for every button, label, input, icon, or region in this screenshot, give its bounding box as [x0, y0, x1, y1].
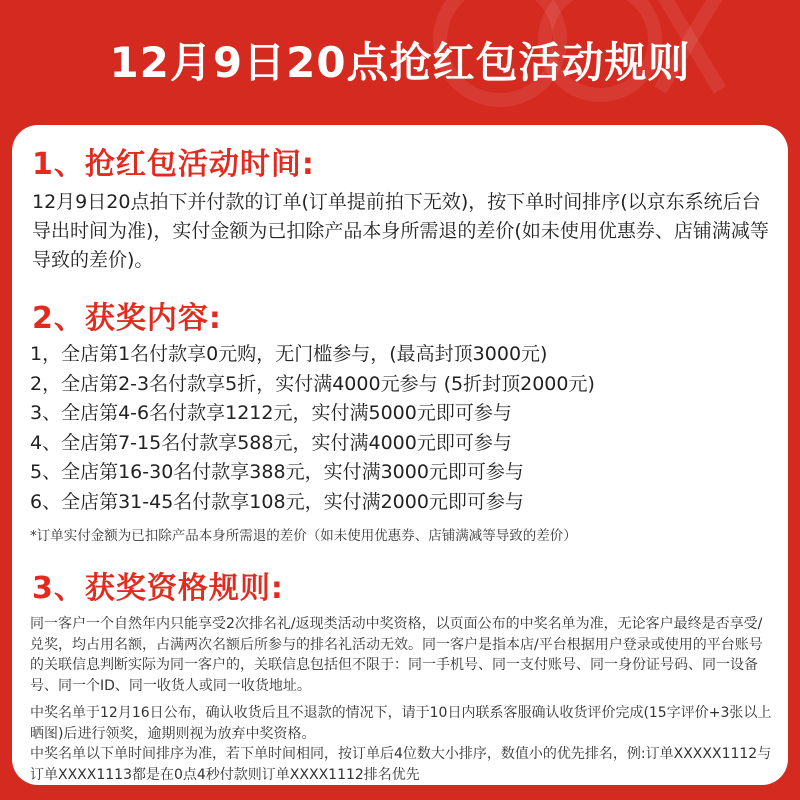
prize-list [30, 340, 595, 517]
prize-item: 3、全店第4-6名付款享1212元，实付满5000元即可参与 [30, 402, 512, 424]
section-3-paragraph-3: 中奖名单以下单时间排序为准，若下单时间相同，按订单后4位数大小排序，数值小的优先排名，例:订单XXXXX1112与订单XXXX1113都是在0点4秒付款则订单XXXX1112排名优先 [30, 746, 772, 783]
prize-item: 6、全店第31-45名付款享108元，实付满2000元即可参与 [30, 490, 524, 513]
prize-item: 5、全店第16-30名付款享388元，实付满3000元即可参与 [30, 461, 524, 483]
section-1-text: 12月9日20点拍下并付款的订单(订单提前拍下无效)，按下单时间排序(以京东系统后台导出时间为准)，实付金额为已扣除产品本身所需退的差价(如未使用优惠券、店铺满减等导致的差价)。 [32, 191, 769, 271]
section-3-title: 3、获奖资格规则: [32, 571, 284, 606]
prize-item: 2，全店第2-3名付款享5折，实付满4000元参与 (5折封顶2000元) [30, 372, 595, 395]
page-title: 12月9日20点抢红包活动规则 [109, 37, 691, 87]
section-1-title: 1、抢红包活动时间: [32, 147, 315, 182]
rules-card [12, 125, 788, 785]
section-3-paragraph-2: 中奖名单于12月16日公布，确认收货后且不退款的情况下，请于10日内联系客服确认收货评价完成(15字评价+3张以上晒图)后进行领奖，逾期则视为放弃中奖资格。 [30, 705, 772, 742]
prize-item: 4、全店第7-15名付款享588元，实付满4000元即可参与 [30, 431, 512, 454]
section-3-paragraph-1: 同一客户一个自然年内只能享受2次排名礼/返现类活动中奖资格，以页面公布的中奖名单为准，无论客户最终是否享受/兑奖，均占用名额，占满两次名额后所参与的排名礼活动无效。同一客户是指本店/平台根据用户登录或使用的平台账号的关联信息判断实际为同一客户的，关联信息包括但不限于：同一手机号、同一支付账号、同一身份证号码、同一设备号、同一个ID、同一收货人或同一收货地址。 [30, 616, 763, 694]
section-2-title: 2、获奖内容: [32, 301, 222, 336]
prize-item: 1，全店第1名付款享0元购，无门槛参与，(最高封顶3000元) [30, 343, 548, 365]
header [0, 0, 800, 125]
prize-note: *订单实付金额为已扣除产品本身所需退的差价（如未使用优惠券、店铺满减等导致的差价） [30, 528, 577, 544]
